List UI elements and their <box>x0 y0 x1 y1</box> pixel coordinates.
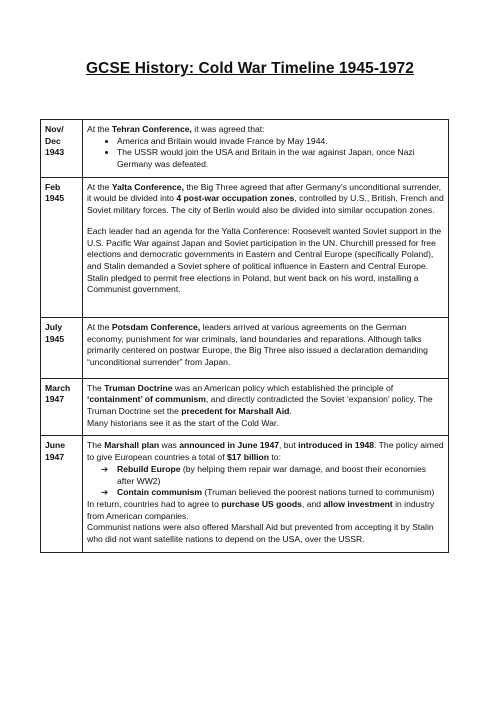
emphasis: announced in June 1947 <box>179 440 279 451</box>
paragraph <box>87 322 444 369</box>
event-description <box>83 317 449 378</box>
date-cell <box>41 378 83 436</box>
text: it was agreed that: <box>191 124 265 134</box>
emphasis: 4 post-war occupation zones <box>176 193 295 204</box>
date-line: 1943 <box>45 147 65 158</box>
text: the Big Three agreed that after Germany's unconditional surrender, it would be divided into <box>87 181 442 204</box>
text: At the <box>87 124 112 134</box>
paragraph: Each leader had an agenda for the Yalta Conference: Roosevelt wanted Soviet support in the U.S. Pacific War against Japan and Soviet participation in the UN. Churchill pressed for free elections and democratic governments in Eastern and Central Europe (specifically Poland), and Stalin demanded a Soviet sphere of political influence in Eastern and Central Europe. Stalin pledged to permit free elections in Poland, but went back on his word, installing a Communist government. <box>87 225 442 295</box>
text: to: <box>269 452 281 463</box>
event-description <box>83 120 449 178</box>
timeline-table <box>40 119 449 553</box>
emphasis: introduced in 1948 <box>298 440 375 451</box>
paragraph <box>87 383 444 418</box>
emphasis: allow investment <box>323 498 393 509</box>
table-row <box>41 378 449 436</box>
date-cell <box>41 317 83 378</box>
event-description <box>83 177 449 317</box>
date-line: 1945 <box>45 193 65 204</box>
emphasis: precedent for Marshall Aid <box>181 406 290 417</box>
date-line: Feb <box>45 181 61 192</box>
text: . <box>289 406 292 417</box>
text: in industry from American companies. <box>87 498 435 521</box>
text: (Truman believed the poorest nations turned to communism) <box>202 487 435 498</box>
arrow-icon: ➔ <box>101 487 109 498</box>
text: (by helping them repair war damage, and boost their economies after WW2) <box>117 463 427 486</box>
event-description <box>83 378 449 436</box>
text: , and directly contradicted the Soviet ‘expansion’ policy. The Truman Doctrine set the <box>87 394 433 417</box>
arrow-list <box>87 464 444 499</box>
text: At the <box>87 181 112 192</box>
emphasis: ‘containment’ of communism <box>87 394 206 405</box>
table-row <box>41 177 449 317</box>
date-cell <box>41 120 83 178</box>
event-name: Tehran Conference, <box>111 124 192 134</box>
date-line: Dec <box>45 135 61 146</box>
page-title: GCSE History: Cold War Timeline 1945-1972 <box>86 60 414 77</box>
text: leaders arrived at various agreements on the German economy, punishment for war criminals, land boundaries and reparations. Although talks primarily centered on postwar Europe, the Big Three also issued a declaration demanding “unconditional surrender” from Japan. <box>87 321 428 367</box>
text: . The policy aimed to give European countries a total of <box>87 440 444 463</box>
list-item <box>101 463 444 487</box>
table-row <box>41 120 449 178</box>
bullet-list <box>87 136 444 171</box>
date-line: 1945 <box>45 333 65 344</box>
text: , but <box>279 440 299 451</box>
emphasis: Rebuild Europe <box>117 463 181 474</box>
list-item: • America and Britain would invade France by May 1944. <box>117 136 444 148</box>
paragraph <box>87 499 444 522</box>
date-line: March <box>45 382 71 393</box>
text: was an American policy which established the principle of <box>172 382 394 393</box>
event-name: Truman Doctrine <box>104 382 173 393</box>
event-intro <box>87 124 444 136</box>
text: The <box>87 382 105 393</box>
arrow-icon: ➔ <box>101 463 109 474</box>
paragraph: Many historians see it as the start of the Cold War. <box>87 417 279 428</box>
date-line: 1947 <box>45 394 65 405</box>
date-line: July <box>45 321 63 332</box>
text: , and <box>301 498 324 509</box>
paragraph <box>87 440 444 463</box>
list-item <box>101 487 444 499</box>
date-cell <box>41 177 83 317</box>
paragraph: Communist nations were also offered Marshall Aid but prevented from accepting it by Stalin who did not want satellite nations to depend on the USA, over the USSR. <box>87 522 434 544</box>
date-cell <box>41 436 83 552</box>
text: At the <box>87 321 112 332</box>
text: The <box>87 440 105 451</box>
event-name: Marshall plan <box>104 440 160 451</box>
event-name: Yalta Conference, <box>111 181 184 192</box>
list-item: • The USSR would join the USA and Britain in the war against Japan, once Nazi Germany was defeated. <box>117 147 444 170</box>
date-line: Nov/ <box>45 124 64 134</box>
text: In return, countries had to agree to <box>87 498 222 509</box>
event-name: Potsdam Conference, <box>111 321 201 332</box>
date-line: 1947 <box>45 452 65 463</box>
emphasis: purchase US goods <box>221 498 302 509</box>
text: , controlled by U.S., British, French and Soviet military forces. The city of Berlin would also be divided into similar occupation zones. <box>87 193 444 216</box>
event-description <box>83 436 449 552</box>
paragraph <box>87 182 444 217</box>
emphasis: $17 billion <box>226 452 270 463</box>
table-row <box>41 436 449 552</box>
text: was <box>159 440 180 451</box>
date-line: June <box>45 440 66 451</box>
table-row <box>41 317 449 378</box>
emphasis: Contain communism <box>117 487 202 498</box>
